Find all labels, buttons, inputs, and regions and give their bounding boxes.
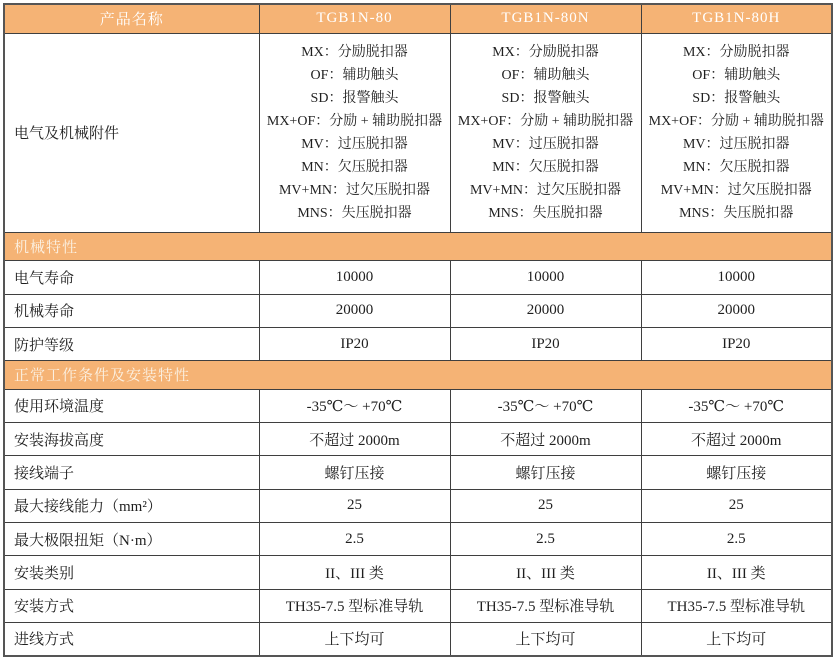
accessory-item: MX+OF：分励 + 辅助脱扣器 <box>648 113 824 129</box>
accessory-item: SD：报警触头 <box>692 90 781 106</box>
accessory-item: MV：过压脱扣器 <box>682 136 790 152</box>
accessories-list <box>260 34 450 232</box>
spec-row-wiring-direction <box>4 622 832 656</box>
accessory-item: MX：分励脱扣器 <box>492 44 599 60</box>
accessories-row <box>4 33 832 232</box>
accessory-item: MN：欠压脱扣器 <box>492 159 599 175</box>
spec-value: 10000 <box>259 261 450 294</box>
spec-table <box>3 3 833 657</box>
spec-label: 最大极限扭矩（N·m） <box>4 522 259 555</box>
spec-value: 20000 <box>450 294 641 327</box>
accessories-cell-2 <box>450 33 641 232</box>
accessory-item: MV：过压脱扣器 <box>301 136 408 152</box>
accessory-item: MNS：失压脱扣器 <box>488 205 603 221</box>
spec-value: -35℃～ +70℃ <box>259 389 450 422</box>
spec-label: 安装方式 <box>4 589 259 622</box>
spec-value: 10000 <box>450 261 641 294</box>
spec-value: IP20 <box>259 327 450 360</box>
accessory-item: OF：辅助触头 <box>501 67 590 83</box>
section-title: 正常工作条件及安装特性 <box>4 361 832 389</box>
spec-value: 25 <box>259 489 450 522</box>
accessory-item: MV：过压脱扣器 <box>492 136 599 152</box>
accessory-item: MN：欠压脱扣器 <box>682 159 790 175</box>
spec-value: 2.5 <box>641 522 832 555</box>
spec-label: 电气寿命 <box>4 261 259 294</box>
spec-value: II、III 类 <box>450 556 641 589</box>
spec-value: IP20 <box>450 327 641 360</box>
spec-value: 上下均可 <box>641 622 832 656</box>
spec-label: 使用环境温度 <box>4 389 259 422</box>
spec-value: 2.5 <box>450 522 641 555</box>
spec-value: 上下均可 <box>450 622 641 656</box>
spec-value: TH35-7.5 型标准导轨 <box>641 589 832 622</box>
spec-row-max-wire-capacity <box>4 489 832 522</box>
accessories-cell-1 <box>259 33 450 232</box>
spec-value: 10000 <box>641 261 832 294</box>
accessory-item: OF：辅助触头 <box>310 67 399 83</box>
spec-value: 螺钉压接 <box>641 456 832 489</box>
section-title: 机械特性 <box>4 232 832 260</box>
accessory-item: MN：欠压脱扣器 <box>301 159 408 175</box>
spec-value: II、III 类 <box>259 556 450 589</box>
product-column-header-2: TGB1N-80N <box>450 4 641 33</box>
table-header-row <box>4 4 832 33</box>
spec-value: 螺钉压接 <box>259 456 450 489</box>
accessories-label: 电气及机械附件 <box>4 33 259 232</box>
accessories-list <box>642 34 832 232</box>
spec-row-protection-rating <box>4 327 832 360</box>
spec-value: 2.5 <box>259 522 450 555</box>
spec-label: 进线方式 <box>4 622 259 656</box>
accessory-item: MV+MN：过欠压脱扣器 <box>469 182 621 198</box>
spec-label: 接线端子 <box>4 456 259 489</box>
spec-row-altitude <box>4 422 832 455</box>
accessory-item: MX+OF：分励 + 辅助脱扣器 <box>266 113 443 129</box>
spec-value: -35℃～ +70℃ <box>450 389 641 422</box>
spec-label: 最大接线能力（mm²） <box>4 489 259 522</box>
spec-value: 25 <box>450 489 641 522</box>
spec-value: 25 <box>641 489 832 522</box>
spec-value: 20000 <box>641 294 832 327</box>
spec-value: 不超过 2000m <box>259 422 450 455</box>
spec-label: 防护等级 <box>4 327 259 360</box>
spec-value: TH35-7.5 型标准导轨 <box>450 589 641 622</box>
spec-value: TH35-7.5 型标准导轨 <box>259 589 450 622</box>
spec-value: 上下均可 <box>259 622 450 656</box>
spec-value: IP20 <box>641 327 832 360</box>
section-header-operating <box>4 361 832 389</box>
product-column-header-1: TGB1N-80 <box>259 4 450 33</box>
accessory-item: SD：报警触头 <box>501 90 590 106</box>
section-header-mechanical <box>4 232 832 260</box>
accessory-item: SD：报警触头 <box>310 90 399 106</box>
accessories-list <box>451 34 641 232</box>
spec-row-terminal-type <box>4 456 832 489</box>
spec-row-mounting-method <box>4 589 832 622</box>
spec-row-max-torque <box>4 522 832 555</box>
spec-value: 不超过 2000m <box>450 422 641 455</box>
accessory-item: MX+OF：分励 + 辅助脱扣器 <box>457 113 634 129</box>
spec-value: -35℃～ +70℃ <box>641 389 832 422</box>
accessory-item: MNS：失压脱扣器 <box>297 205 412 221</box>
product-name-header: 产品名称 <box>4 4 259 33</box>
spec-value: 螺钉压接 <box>450 456 641 489</box>
spec-label: 机械寿命 <box>4 294 259 327</box>
accessory-item: MV+MN：过欠压脱扣器 <box>660 182 812 198</box>
spec-row-installation-category <box>4 556 832 589</box>
spec-row-ambient-temperature <box>4 389 832 422</box>
accessory-item: MNS：失压脱扣器 <box>679 205 794 221</box>
accessories-cell-3 <box>641 33 832 232</box>
spec-label: 安装类别 <box>4 556 259 589</box>
spec-value: 不超过 2000m <box>641 422 832 455</box>
accessory-item: MX：分励脱扣器 <box>682 44 790 60</box>
spec-row-mechanical-life <box>4 294 832 327</box>
accessory-item: OF：辅助触头 <box>692 67 781 83</box>
spec-value: 20000 <box>259 294 450 327</box>
spec-value: II、III 类 <box>641 556 832 589</box>
accessory-item: MV+MN：过欠压脱扣器 <box>278 182 430 198</box>
spec-label: 安装海拔高度 <box>4 422 259 455</box>
accessory-item: MX：分励脱扣器 <box>301 44 408 60</box>
spec-row-electrical-life <box>4 261 832 294</box>
product-column-header-3: TGB1N-80H <box>641 4 832 33</box>
